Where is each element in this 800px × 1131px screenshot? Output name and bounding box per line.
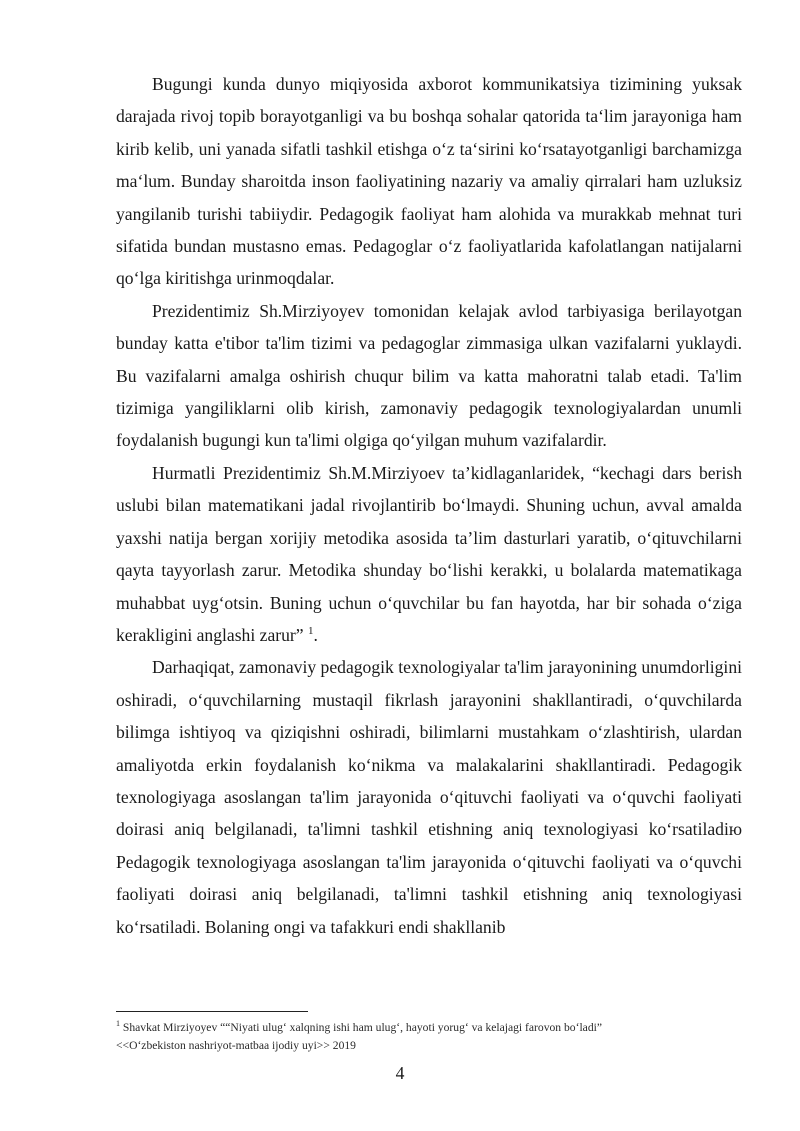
footnote [116, 1019, 742, 1055]
paragraph-1: Bugungi kunda dunyo miqiyosida axborot kommunikatsiya tizimining yuksak darajada rivoj topib borayotganligi va bu boshqa sohalar qatorida taʻlim jarayoniga ham kirib kelib, uni yanada sifatli tashkil etishga oʻz taʻsirini koʻrsatayotganligi barchamizga maʻlum. Bunday sharoitda inson faoliyatining nazariy va amaliy qirralari ham uzluksiz yangilanib turishi tabiiydir. Pedagogik faoliyat ham alohida va murakkab mehnat turi sifatida bundan mustasno emas. Pedagoglar oʻz faoliyatlarida kafolatlangan natijalarni qoʻlga kiritishga urinmoqdalar. [116, 74, 742, 289]
page-number: 4 [395, 1063, 405, 1083]
paragraph-4: Darhaqiqat, zamonaviy pedagogik texnologiyalar ta'lim jarayonining unumdorligini oshiradi, oʻquvchilarning mustaqil fikrlash jarayonini shakllantiradi, oʻquvchilarda bilimga ishtiyoq va qiziqishni oshiradi, bilimlarni mustahkam oʻzlashtirish, ulardan amaliyotda erkin foydalanish koʻnikma va malakalarini shakllantiradi. Pedagogik texnologiyaga asoslangan ta'lim jarayonida oʻqituvchi faoliyati va oʻquvchi faoliyati doirasi aniq belgilanadi, ta'limni tashkil etishning aniq texnologiyasi koʻrsatiladiю Pedagogik texnologiyaga asoslangan ta'lim jarayonida oʻqituvchi faoliyati va oʻquvchi faoliyati doirasi aniq belgilanadi, ta'limni tashkil etishning aniq texnologiyasi koʻrsatiladi. Bolaning ongi va tafakkuri endi shakllanib [116, 657, 742, 937]
paragraph-2: Prezidentimiz Sh.Mirziyoyev tomonidan kelajak avlod tarbiyasiga berilayotgan bunday katta e'tibor ta'lim tizimi va pedagoglar zimmasiga ulkan vazifalarni yuklaydi. Bu vazifalarni amalga oshirish chuqur bilim va katta mahoratni talab etadi. Ta'lim tizimiga yangiliklarni olib kirish, zamonaviy pedagogik texnologiyalardan unumli foydalanish bugungi kun ta'limi olgiga qoʻyilgan muhum vazifalardir. [116, 300, 742, 451]
footnote-separator [116, 1011, 308, 1012]
footnote-number: 1 [116, 1019, 120, 1029]
footnote-text: Shavkat Mirziyoyev ““Niyati ulugʻ xalqning ishi ham ulugʻ, hayoti yorugʻ va kelajagi farovon boʻladi” [122, 1021, 602, 1034]
paragraph-3 [116, 457, 742, 651]
document-body [116, 68, 742, 943]
paragraph-3-end: . [313, 624, 318, 645]
footnote-line-1 [116, 1019, 742, 1037]
paragraph-3-text: Hurmatli Prezidentimiz Sh.M.Mirziyoev ta’kidlaganlaridek, “kechagi dars berish uslubi bilan matematikani jadal rivojlantirib boʻlmaydi. Shuning uchun, avval amalda yaxshi natija bergan xorijiy metodika asosida ta’lim dasturlari yaratib, oʻqituvchilarni qayta tayyorlash zarur. Metodika shunday boʻlishi kerakki, u bolalarda matematikaga muhabbat uygʻotsin. Buning uchun oʻquvchilar bu fan hayotda, har bir sohada oʻziga kerakligini anglashi zarur” [116, 462, 742, 645]
footnote-line-2: <<Oʻzbekiston nashriyot-matbaa ijodiy uyi>> 2019 [116, 1039, 356, 1052]
footnote-reference[interactable]: 1 [308, 625, 314, 638]
